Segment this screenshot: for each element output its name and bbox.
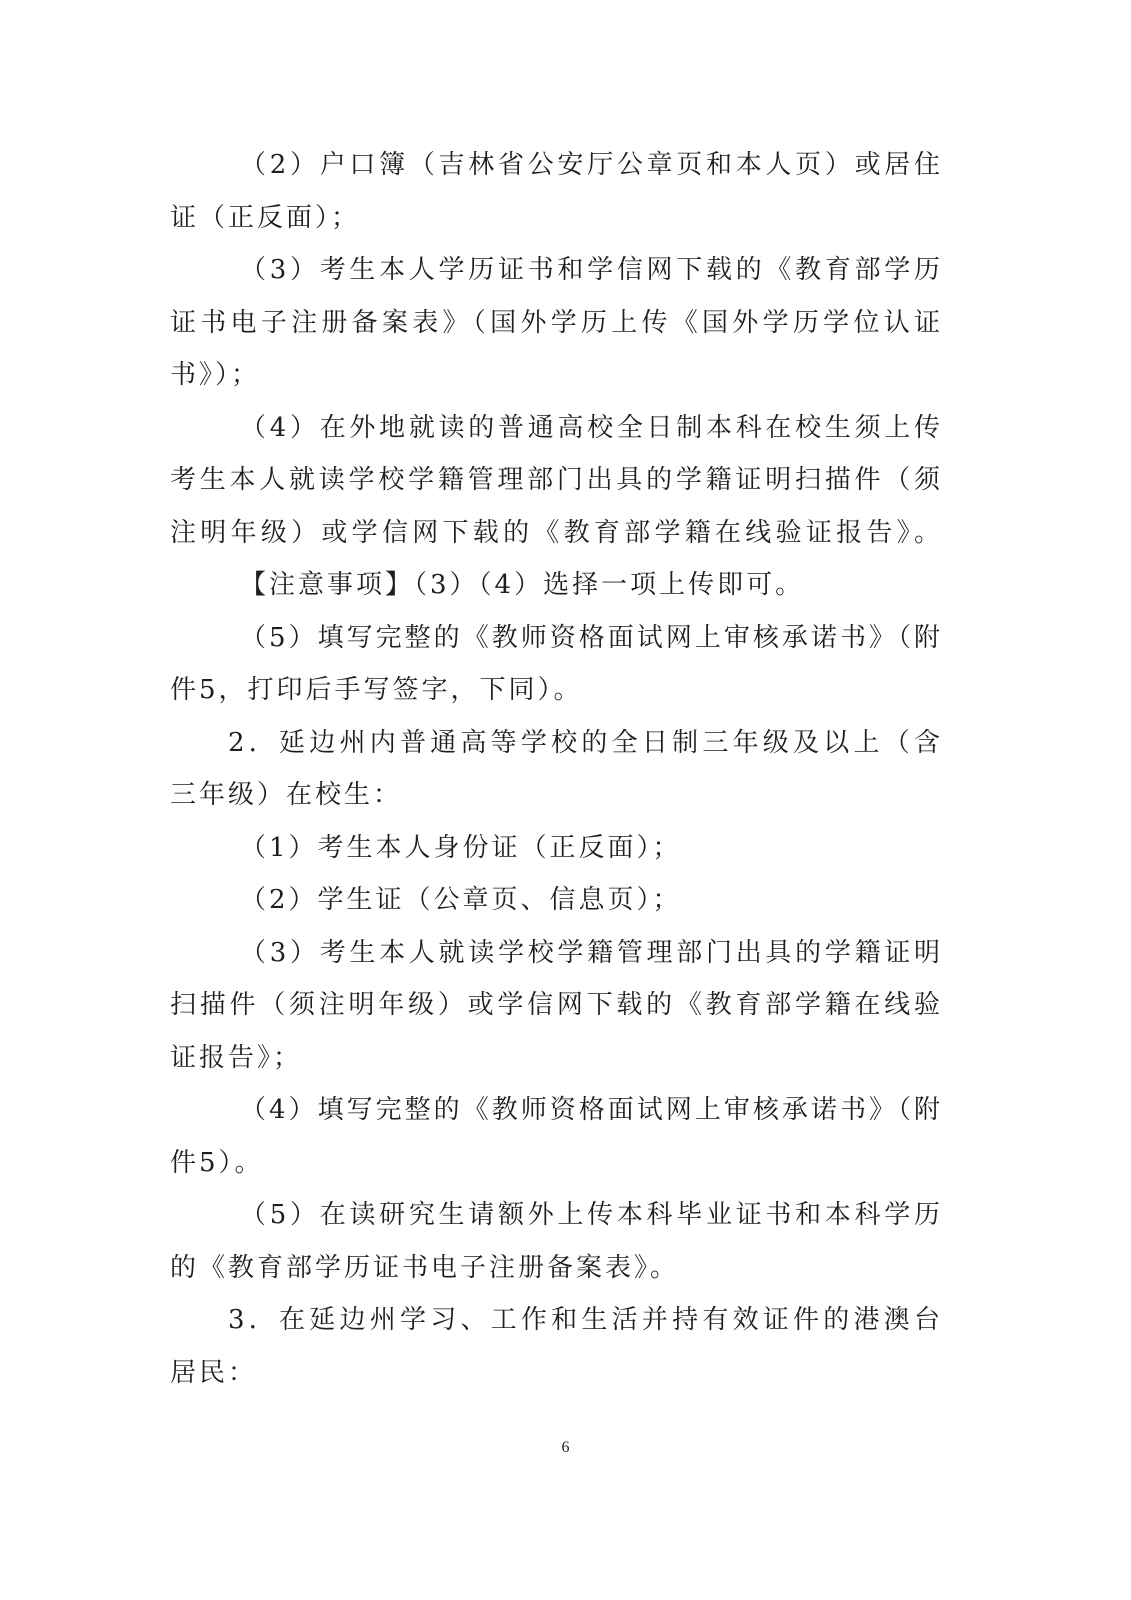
paragraph-note [170,559,940,612]
text-line: （1）考生本人身份证（正反面）； [240,832,682,863]
text-line: （4）在外地就读的普通高校全日制本科在校生须上传 [240,412,940,443]
paragraph [170,874,940,927]
text-line: 3．在延边州学习、工作和生活并持有效证件的港澳台 [228,1305,940,1335]
paragraph [170,927,940,1085]
paragraph-section [170,1294,940,1399]
text-line: 书》）； [170,360,261,390]
text-line: 居民： [170,1357,258,1388]
text-line: 的《教育部学历证书电子注册备案表》。 [170,1252,680,1283]
text-line: 三年级）在校生： [170,780,403,810]
paragraph [170,822,940,875]
text-line: 证（正反面）； [170,202,361,233]
text-line: 注明年级）或学信网下载的《教育部学籍在线验证报告》。 [170,517,940,548]
page-number: 6 [561,1439,570,1456]
paragraph [170,1189,940,1294]
text-line: 2．延边州内普通高等学校的全日制三年级及以上（含 [228,727,940,758]
text-line: （5）在读研究生请额外上传本科毕业证书和本科学历 [240,1200,940,1230]
paragraph [170,1084,940,1189]
text-line: 扫描件（须注明年级）或学信网下载的《教育部学籍在线验 [170,990,940,1020]
paragraph [170,244,940,402]
text-line: （5）填写完整的《教师资格面试网上审核承诺书》（附 [240,622,940,653]
text-line: 件5）。 [170,1147,264,1178]
text-line: 证报告》； [170,1042,303,1073]
paragraph [170,402,940,560]
text-line: （3）考生本人学历证书和学信网下载的《教育部学历 [240,255,940,285]
document-body [170,139,940,1399]
text-line: 【注意事项】（3）（4）选择一项上传即可。 [240,570,805,600]
text-line: 证书电子注册备案表》（国外学历上传《国外学历学位认证 [170,307,940,338]
text-line: 件5，打印后手写签字，下同）。 [170,675,583,705]
paragraph-section [170,717,940,822]
text-line: （3）考生本人就读学校学籍管理部门出具的学籍证明 [240,937,940,968]
paragraph [170,612,940,717]
text-line: 考生本人就读学校学籍管理部门出具的学籍证明扫描件（须 [170,465,940,495]
text-line: （4）填写完整的《教师资格面试网上审核承诺书》（附 [240,1095,940,1125]
paragraph [170,139,940,244]
text-line: （2）学生证（公章页、信息页）； [240,885,682,915]
text-line: （2）户口簿（吉林省公安厅公章页和本人页）或居住 [240,150,940,180]
